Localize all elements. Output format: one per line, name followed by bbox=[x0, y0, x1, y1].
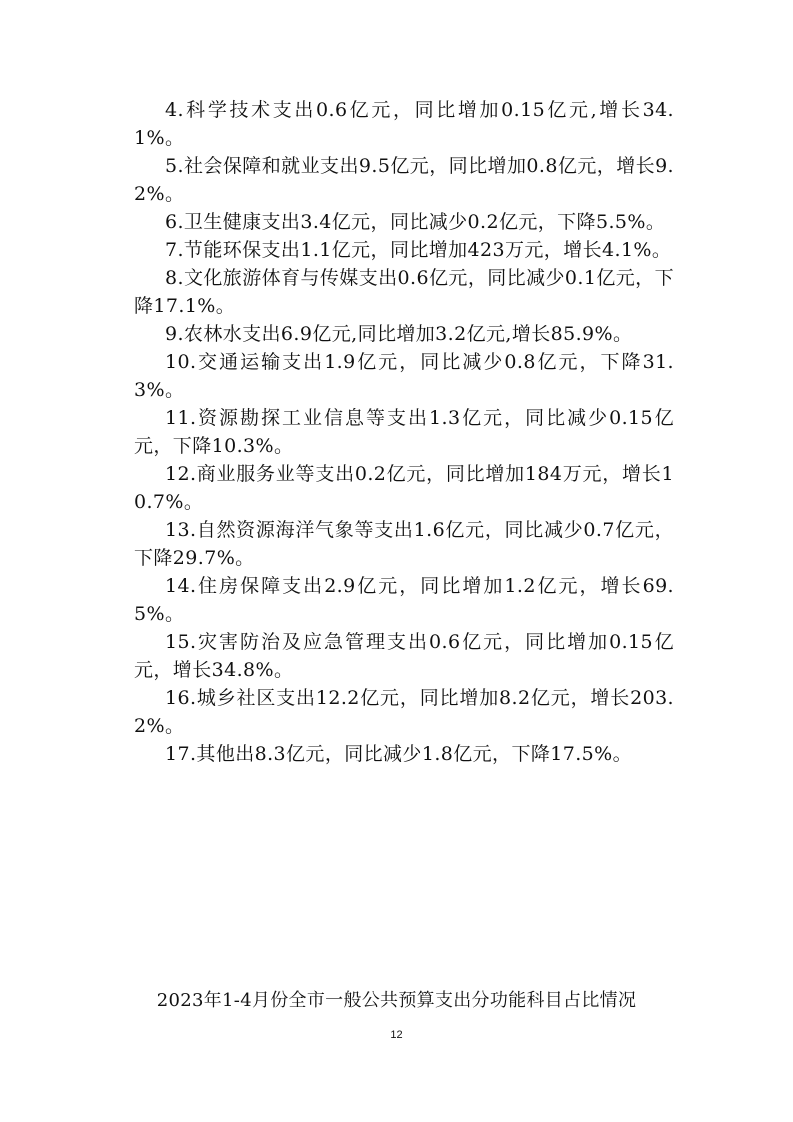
list-item: 10.交通运输支出1.9亿元，同比减少0.8亿元，下降31.3%。 bbox=[134, 351, 674, 401]
list-item: 12.商业服务业等支出0.2亿元，同比增加184万元，增长10.7%。 bbox=[134, 463, 674, 513]
list-item: 11.资源勘探工业信息等支出1.3亿元，同比减少0.15亿元，下降10.3%。 bbox=[134, 407, 674, 457]
expenditure-item-list bbox=[134, 96, 674, 768]
list-item: 7.节能环保支出1.1亿元，同比增加423万元，增长4.1%。 bbox=[165, 239, 672, 261]
list-item: 17.其他出8.3亿元，同比减少1.8亿元，下降17.5%。 bbox=[165, 743, 633, 765]
page-number: 12 bbox=[390, 1029, 403, 1041]
list-item: 16.城乡社区支出12.2亿元，同比增加8.2亿元，增长203.2%。 bbox=[134, 687, 674, 737]
list-item: 8.文化旅游体育与传媒支出0.6亿元，同比减少0.1亿元，下降17.1%。 bbox=[134, 267, 674, 317]
list-item: 9.农林水支出6.9亿元,同比增加3.2亿元,增长85.9%。 bbox=[165, 323, 633, 345]
list-item: 6.卫生健康支出3.4亿元，同比减少0.2亿元，下降5.5%。 bbox=[165, 211, 666, 233]
list-item: 14.住房保障支出2.9亿元，同比增加1.2亿元，增长69.5%。 bbox=[134, 575, 674, 625]
list-item: 13.自然资源海洋气象等支出1.6亿元，同比减少0.7亿元，下降29.7%。 bbox=[134, 519, 674, 569]
list-item: 4.科学技术支出0.6亿元，同比增加0.15亿元,增长34.1%。 bbox=[134, 99, 674, 149]
chart-caption: 2023年1-4月份全市一般公共预算支出分功能科目占比情况 bbox=[156, 990, 637, 1011]
list-item: 5.社会保障和就业支出9.5亿元，同比增加0.8亿元，增长9.2%。 bbox=[134, 155, 674, 205]
list-item: 15.灾害防治及应急管理支出0.6亿元，同比增加0.15亿元，增长34.8%。 bbox=[134, 631, 674, 681]
